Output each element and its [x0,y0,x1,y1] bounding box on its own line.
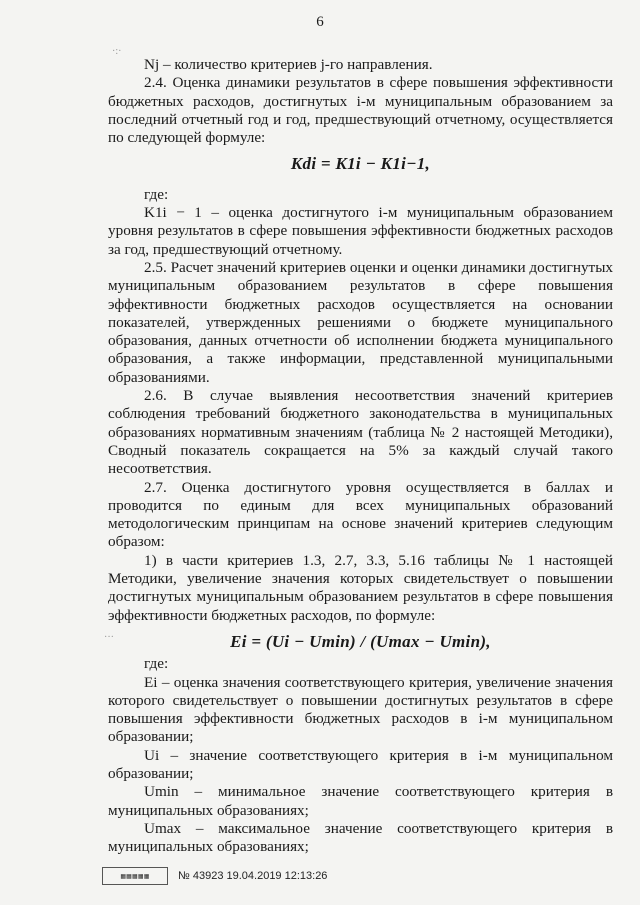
document-registration-info: № 43923 19.04.2019 12:13:26 [178,870,328,882]
scan-speck: ·:· [112,46,122,57]
paragraph-k1i: K1i − 1 – оценка достигнутого i-м муниципальным образованием уровня результатов в сфере повышения эффективности бюджетных расходов за год, предшествующий отчетному. [108,204,613,258]
paragraph-2-7: 2.7. Оценка достигнутого уровня осуществляется в баллах и проводится по единым для всех муниципальных образований методологическим принципам на основе значений критериев следующим образом: [108,478,613,551]
document-body [108,56,613,856]
definition-umin: Umin – минимальное значение соответствующего критерия в муниципальных образованиях; [108,783,613,819]
formula-ei: Ei = (Ui − Umin) / (Umax − Umin), [230,631,491,651]
page-number: 6 [316,14,324,30]
paragraph-nj: Nj – количество критериев j-го направления. [144,56,433,73]
stamp-icon: ▦▦▦▦▦ [102,867,168,885]
scan-speck: ··· [104,632,114,643]
paragraph-2-6: 2.6. В случае выявления несоответствия значений критериев соблюдения требований бюджетного законодательства в муниципальных образованиях нормативным значениям (таблица № 2 настоящей Методики), Сводный показатель сокращается на 5% за каждый случай такого несоответствия. [108,387,613,478]
paragraph-2-4: 2.4. Оценка динамики результатов в сфере повышения эффективности бюджетных расходов, достигнутых i-м муниципальным образованием за последний отчетный год и год, предшествующий отчетному, осуществляется по следующей формуле: [108,74,613,147]
definition-ui: Ui – значение соответствующего критерия в i-м муниципальном образовании; [108,746,613,782]
paragraph-2-5: 2.5. Расчет значений критериев оценки и оценки динамики достигнутых муниципальным образованием результатов в сфере повышения эффективности бюджетных расходов осуществляется на основании показателей, утвержденных решениями о бюджете муниципального образования, данных отчетности об исполнении бюджета муниципального образования, а также информации, представленной муниципальными образованиями. [108,258,613,386]
definition-ei: Ei – оценка значения соответствующего критерия, увеличение значения которого свидетельствует о повышении достигнутых результатов в сфере повышения эффективности бюджетных расходов в i-м муниципальном образовании; [108,673,613,746]
where-label-1: где: [144,185,169,203]
where-label-2: где: [144,655,169,673]
footer [102,867,327,885]
definition-umax: Umax – максимальное значение соответствующего критерия в муниципальных образованиях; [108,819,613,856]
formula-kdi: Kdi = K1i − K1i−1, [290,154,431,174]
paragraph-2-7-1: 1) в части критериев 1.3, 2.7, 3.3, 5.16 таблицы № 1 настоящей Методики, увеличение значения которых свидетельствует о повышении достигнутых муниципальным образованием результатов в сфере повышения эффективности бюджетных расходов, по формуле: [108,551,613,624]
